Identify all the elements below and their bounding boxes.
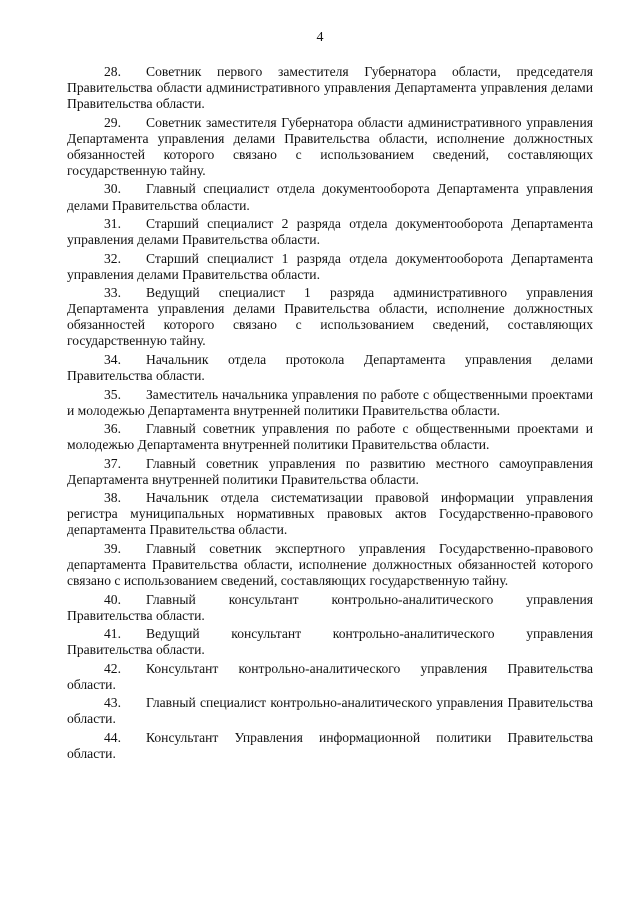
item-text: Главный советник управления по развитию местного самоуправления Департамента внутренней политики Правительства области. (67, 455, 593, 487)
item-number: 34. (104, 351, 121, 367)
item-number: 33. (104, 285, 121, 301)
item-number: 40. (104, 591, 121, 607)
page-number: 4 (316, 30, 324, 45)
list-item (67, 695, 593, 727)
item-number: 38. (104, 490, 121, 506)
item-number: 29. (104, 114, 121, 130)
item-number: 39. (104, 540, 121, 556)
item-text: Начальник отдела систематизации правовой информации управления регистра муниципальных нормативных правовых актов Государственно-правового департамента Правительства области. (67, 490, 593, 538)
item-number: 41. (104, 626, 121, 642)
list-item (67, 592, 593, 624)
item-text: Советник первого заместителя Губернатора области, председателя Правительства области административного управления Департамента управления делами Правительства области. (67, 64, 593, 112)
item-text: Главный советник экспертного управления Государственно-правового департамента Правительства области, исполнение должностных обязанностей которого связано с использованием сведений, составляющих государственную тайну. (67, 540, 593, 589)
item-text: Советник заместителя Губернатора области административного управления Департамента управления делами Правительства области, исполнение должностных обязанностей которого связано с использованием сведений, составляющих государственную тайну. (67, 114, 593, 178)
list-item (67, 216, 593, 248)
item-number: 28. (104, 64, 121, 79)
item-text: Главный специалист контрольно-аналитического управления Правительства области. (67, 695, 593, 727)
list-item (67, 285, 593, 349)
item-text: Главный специалист отдела документооборота Департамента управления делами Правительства области. (67, 181, 593, 213)
item-text: Старший специалист 2 разряда отдела документооборота Департамента управления делами Правительства области. (67, 216, 593, 248)
list-of-positions (67, 64, 593, 764)
list-item (67, 181, 593, 213)
list-item (67, 251, 593, 283)
item-text: Ведущий консультант контрольно-аналитического управления Правительства области. (67, 626, 593, 658)
list-item (67, 490, 593, 538)
list-item (67, 541, 593, 589)
list-item (67, 730, 593, 762)
item-number: 31. (104, 216, 121, 232)
list-item (67, 115, 593, 179)
item-number: 35. (104, 386, 121, 402)
item-text: Главный советник управления по работе с общественными проектами и молодежью Департамента внутренней политики Правительства области. (67, 421, 593, 453)
list-item (67, 64, 593, 112)
list-item (67, 421, 593, 453)
item-number: 37. (104, 455, 121, 471)
list-item (67, 352, 593, 384)
item-number: 43. (104, 695, 121, 711)
list-item (67, 387, 593, 419)
item-number: 42. (104, 660, 121, 676)
list-item (67, 626, 593, 658)
item-text: Заместитель начальника управления по работе с общественными проектами и молодежью Департамента внутренней политики Правительства области. (67, 386, 593, 418)
list-item (67, 661, 593, 693)
item-number: 44. (104, 729, 121, 745)
item-text: Старший специалист 1 разряда отдела документооборота Департамента управления делами Правительства области. (67, 250, 593, 282)
list-item (67, 456, 593, 488)
item-text: Главный консультант контрольно-аналитического управления Правительства области. (67, 591, 593, 623)
item-text: Начальник отдела протокола Департамента управления делами Правительства области. (67, 351, 593, 384)
item-number: 36. (104, 421, 121, 437)
item-number: 32. (104, 250, 121, 266)
item-number: 30. (104, 181, 121, 197)
item-text: Консультант Управления информационной политики Правительства области. (67, 729, 593, 761)
item-text: Консультант контрольно-аналитического управления Правительства области. (67, 660, 593, 692)
item-text: Ведущий специалист 1 разряда административного управления Департамента управления делами Правительства области, исполнение должностных обязанностей которого связано с использованием сведений, составляющих государственную тайну. (67, 285, 593, 349)
